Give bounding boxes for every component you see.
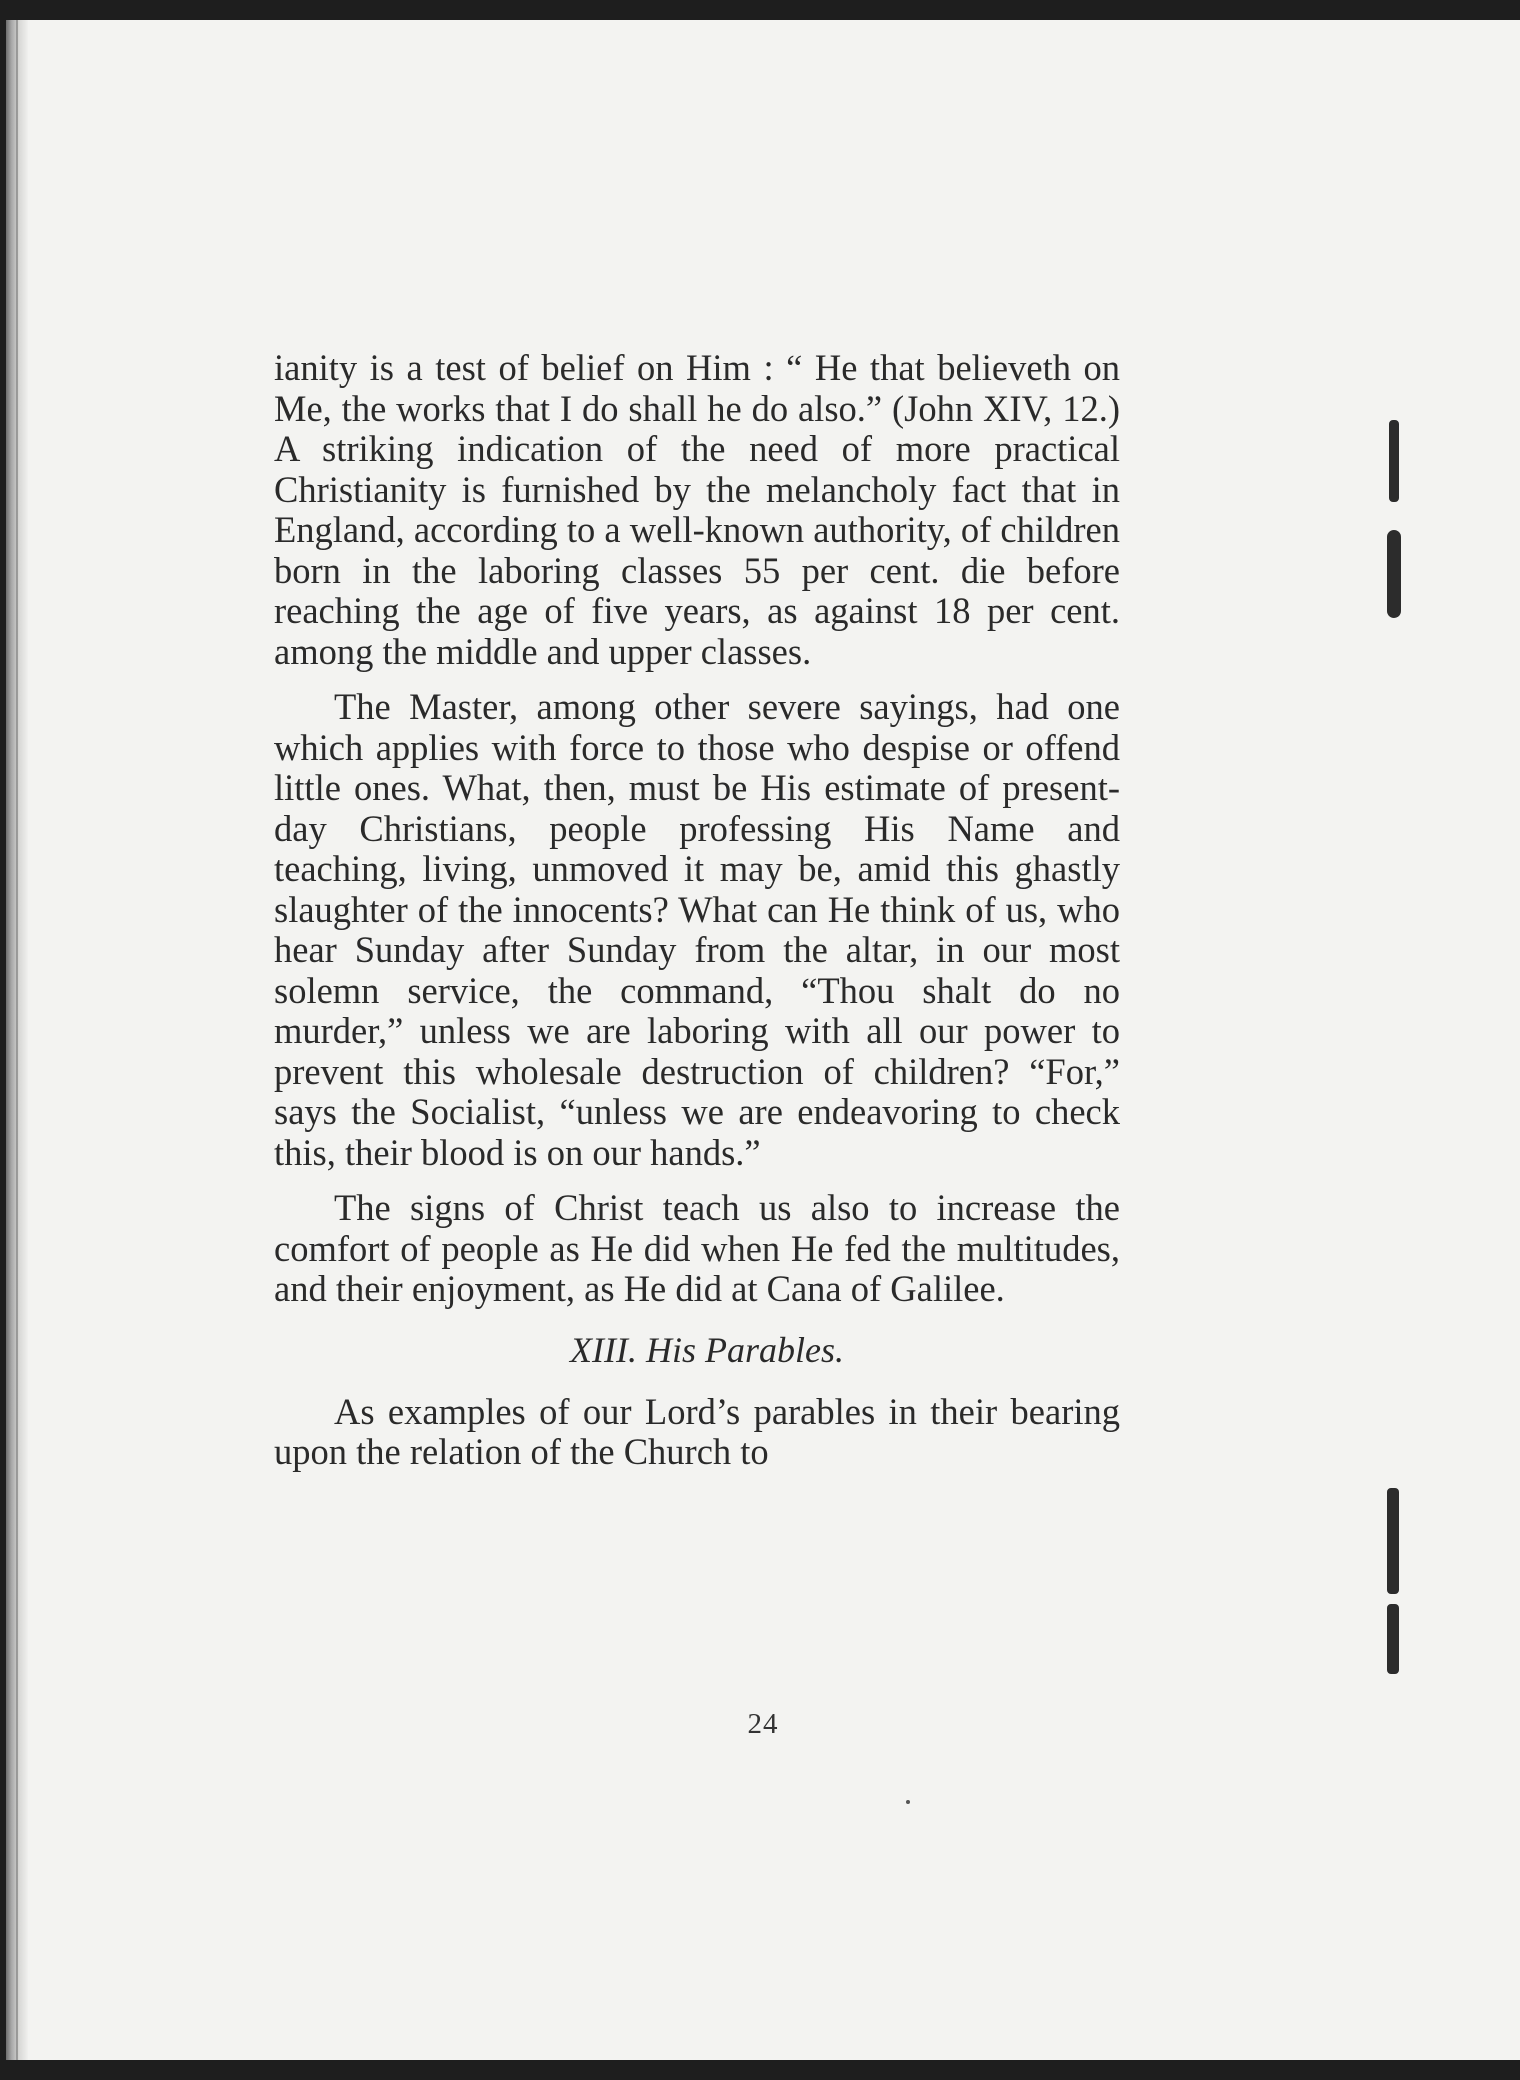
page-number: 24: [747, 1708, 779, 1740]
book-page: [6, 20, 1520, 2060]
margin-mark: [1387, 1488, 1399, 1594]
paragraph-signs: The signs of Christ teach us also to increase the comfort of people as He did when He fed the multitudes, and their enjoyment, as He did at Cana of Galilee.: [274, 1187, 1120, 1309]
margin-mark: [1387, 1604, 1399, 1674]
margin-mark: [1387, 530, 1401, 618]
paragraph-continuation: ianity is a test of belief on Him : “ He that believeth on Me, the works that I do shall he do also.” (John XIV, 12.) A striking indication of the need of more practical Christianity is furnished by the melancholy fact that in England, according to a well-known authority, of children born in the laboring classes 55 per cent. die before reaching the age of five years, as against 18 per cent. among the middle and upper classes.: [274, 347, 1121, 672]
body-text: [274, 348, 1120, 1473]
paragraph-master: The Master, among other severe sayings, had one which applies with force to those who despise or offend little ones. What, then, must be His estimate of present-day Christians, people professing His Name and teaching, living, unmoved it may be, amid this ghastly slaughter of the innocents? What can He think of us, who hear Sunday after Sunday from the altar, in our most solemn service, the command, “Thou shalt do no murder,” unless we are laboring with all our power to prevent this wholesale destruction of children? “For,” says the Socialist, “unless we are endeavoring to check this, their blood is on our hands.”: [274, 686, 1120, 1173]
paragraph-parables: As examples of our Lord’s parables in their bearing upon the relation of the Church to: [274, 1390, 1120, 1472]
binding-line: [16, 20, 18, 2060]
section-heading: XIII. His Parables.: [570, 1329, 844, 1370]
margin-mark: [1389, 420, 1399, 502]
page-speck: [906, 1800, 910, 1804]
